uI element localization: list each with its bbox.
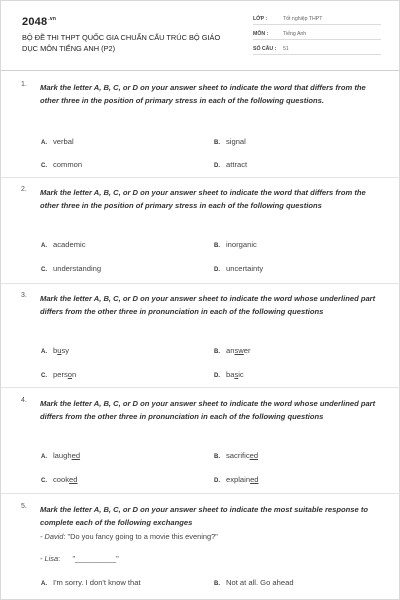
meta-value-count: 51 <box>283 46 289 52</box>
divider <box>1 493 400 494</box>
option-c[interactable]: C. cooked <box>41 475 78 484</box>
meta-value-subject: Tiếng Anh <box>283 31 307 37</box>
option-a[interactable]: A. laughed <box>41 451 81 460</box>
dialog-line-2 <box>40 554 119 563</box>
question-5 <box>21 503 381 600</box>
meta-row-count <box>253 45 381 55</box>
option-c[interactable]: C. person <box>41 370 77 379</box>
exam-header <box>1 1 399 71</box>
question-number: 4. <box>21 397 27 404</box>
option-a[interactable]: A. busy <box>41 346 70 355</box>
option-b[interactable]: B. sacrificed <box>214 451 259 460</box>
option-b[interactable]: B. Not at all. Go ahead <box>214 578 294 587</box>
option-d[interactable]: D. explained <box>214 475 259 484</box>
question-number: 3. <box>21 292 27 299</box>
dialog-text: : "Do you fancy going to a movie this evening?" <box>63 532 218 541</box>
question-text: Mark the letter A, B, C, or D on your answer sheet to indicate the word that differs from the other three in the position of primary stress in each of the following questions. <box>40 83 366 105</box>
question-text: Mark the letter A, B, C, or D on your answer sheet to indicate the most suitable response to complete each of the following exchanges <box>40 505 369 527</box>
site-logo[interactable] <box>22 16 56 28</box>
question-2 <box>21 186 381 286</box>
meta-label-count: SỐ CÂU : <box>253 46 277 52</box>
dialog-text: : "__________" <box>58 554 119 563</box>
option-d[interactable]: D. basic <box>214 370 244 379</box>
option-b[interactable]: B. signal <box>214 137 246 146</box>
option-d[interactable]: D. attract <box>214 160 248 169</box>
dialog-speaker: - Lisa <box>40 554 59 563</box>
question-number: 5. <box>21 503 27 510</box>
divider <box>1 177 400 178</box>
question-text: Mark the letter A, B, C, or D on your answer sheet to indicate the word that differs from the other three in the position of primary stress in each of the following questions <box>40 188 366 210</box>
question-number: 2. <box>21 186 27 193</box>
question-text: Mark the letter A, B, C, or D on your answer sheet to indicate the word whose underlined part differs from the other three in pronunciation in each of the following questions <box>40 399 376 421</box>
option-a[interactable]: A. I'm sorry. I don't know that <box>41 578 141 587</box>
meta-label-class: LỚP : <box>253 16 268 22</box>
option-d[interactable]: D. uncertainty <box>214 264 264 273</box>
question-4 <box>21 397 381 497</box>
logo-suffix: .vn <box>48 16 57 22</box>
question-1 <box>21 81 381 181</box>
meta-value-class: Tốt nghiệp THPT <box>283 16 323 22</box>
divider <box>1 387 400 388</box>
divider <box>1 283 400 284</box>
meta-row-subject <box>253 30 381 40</box>
option-c[interactable]: C. understanding <box>41 264 102 273</box>
exam-title: BỘ ĐỀ THI THPT QUỐC GIA CHUẨN CẤU TRÚC BỘ GIÁO DỤC MÔN TIẾNG ANH (P2) <box>22 33 221 53</box>
option-b[interactable]: B. answer <box>214 346 251 355</box>
question-text: Mark the letter A, B, C, or D on your answer sheet to indicate the word whose underlined part differs from the other three in pronunciation in each of the following questions <box>40 294 376 316</box>
question-3 <box>21 292 381 392</box>
option-b[interactable]: B. inorganic <box>214 240 257 249</box>
meta-row-class <box>253 15 381 25</box>
option-a[interactable]: A. verbal <box>41 137 74 146</box>
option-a[interactable]: A. academic <box>41 240 86 249</box>
dialog-line-1 <box>40 532 218 541</box>
option-c[interactable]: C. common <box>41 160 83 169</box>
question-number: 1. <box>21 81 27 88</box>
logo-text: 2048 <box>22 16 48 28</box>
dialog-speaker: - David <box>40 532 64 541</box>
meta-label-subject: MÔN : <box>253 31 269 37</box>
